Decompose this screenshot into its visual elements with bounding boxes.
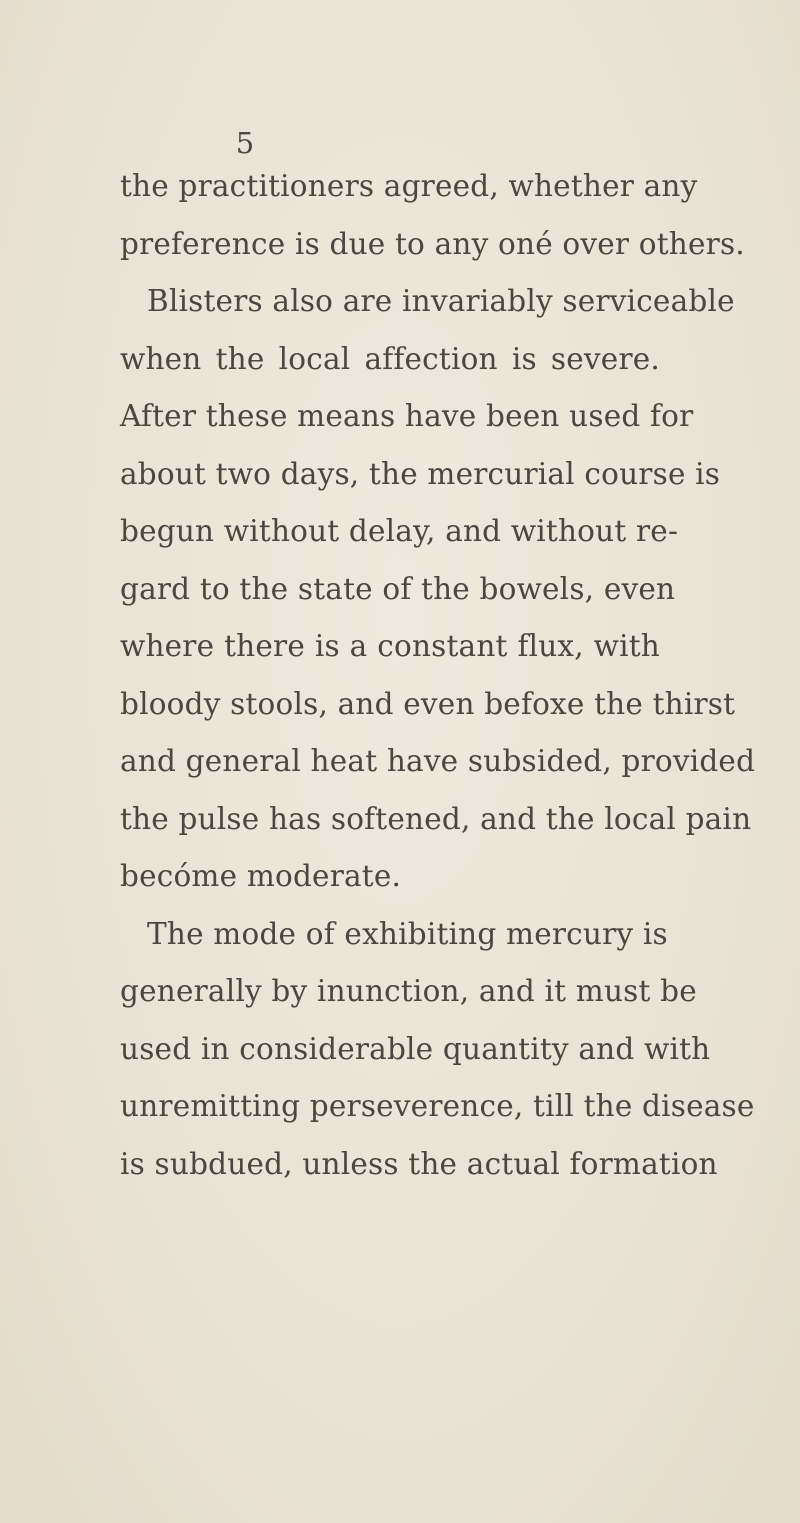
text-line: when the local affection is severe.: [120, 341, 660, 376]
text-line: bloody stools, and even befoxe the thirst: [120, 686, 736, 721]
text-line: gard to the state of the bowels, even: [120, 571, 676, 606]
text-line: The mode of exhibiting mercury is: [147, 916, 668, 951]
text-line: and general heat have subsided, provided: [120, 744, 756, 778]
text-line: Blisters also are invariably serviceable: [147, 284, 735, 318]
text-line: becóme moderate.: [120, 859, 402, 893]
text-line: generally by inunction, and it must be: [120, 974, 697, 1008]
book-page: 5 the practitioners agreed, whether any preference is due to any oné over others. Blisters also are invariably serviceable when the local affection is severe. After these means have been used for about two days, the mercurial course is begun without delay, and without re- gard to the state of the bowels, even where there is a constant flux, with bloody stools, and even befoxe the thirst and general heat have subsided, provided the pulse has softened, and the local pain becóme moderate. The mode of exhibiting mercury is generally by inunction, and it must be used in considerable quantity and with unremitting perseverence, till the disease is subdued, unless the actual formation: [0, 0, 800, 1523]
text-line: where there is a constant flux, with: [120, 629, 660, 663]
text-line: unremitting perseverence, till the disease: [120, 1089, 755, 1123]
text-line: is subdued, unless the actual formation: [120, 1146, 718, 1181]
text-line: about two days, the mercurial course is: [120, 456, 721, 491]
text-line: the pulse has softened, and the local pain: [120, 801, 752, 836]
text-line: begun without delay, and without re-: [120, 514, 679, 548]
text-line: After these means have been used for: [120, 399, 694, 433]
text-line: used in considerable quantity and with: [120, 1031, 711, 1066]
body-text: [120, 158, 756, 1193]
text-line: preference is due to any oné over others.: [120, 226, 745, 261]
text-line: the practitioners agreed, whether any: [120, 169, 698, 203]
